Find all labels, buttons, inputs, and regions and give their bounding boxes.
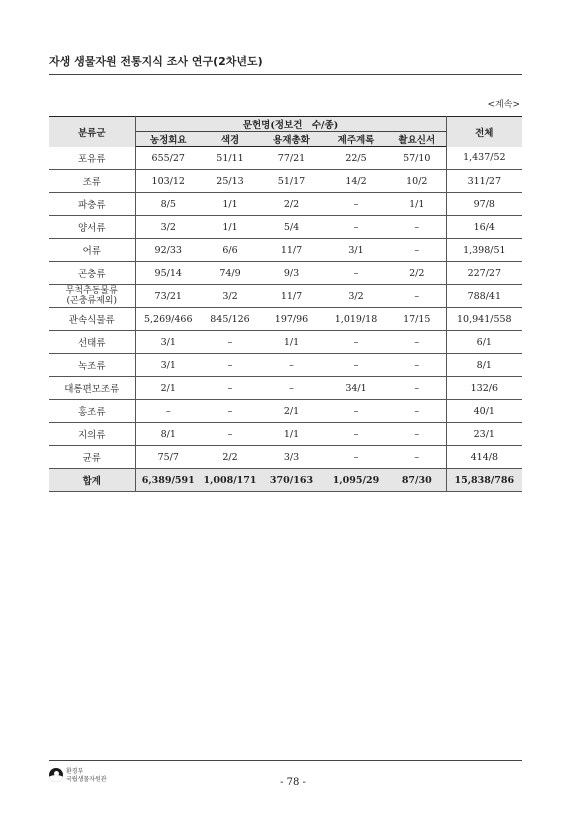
header-source-3: 용재총화 bbox=[259, 132, 324, 147]
cell-source-3: 5/4 bbox=[259, 216, 324, 239]
row-category bbox=[49, 446, 135, 469]
cell-total: 788/41 bbox=[446, 285, 522, 308]
table-row bbox=[49, 170, 522, 193]
cell-source-4: – bbox=[324, 354, 388, 377]
cell-source-3: 11/7 bbox=[259, 285, 324, 308]
continued-label: <계속> bbox=[487, 100, 520, 110]
cell-source-5: – bbox=[388, 400, 446, 423]
cell-source-2: – bbox=[201, 377, 259, 400]
cell-source-4: – bbox=[324, 423, 388, 446]
table-row bbox=[49, 147, 522, 170]
cell-source-4: – bbox=[324, 446, 388, 469]
row-category-label: 균류 bbox=[82, 453, 101, 464]
cell-source-5: – bbox=[388, 216, 446, 239]
cell-source-2: 25/13 bbox=[201, 170, 259, 193]
cell-source-4: 1,019/18 bbox=[324, 308, 388, 331]
row-category-label: 포유류 bbox=[77, 153, 106, 165]
cell-source-2: – bbox=[201, 400, 259, 423]
cell-source-2: 51/11 bbox=[201, 147, 259, 170]
cell-total: 40/1 bbox=[446, 400, 522, 423]
cell-total: 414/8 bbox=[446, 446, 522, 469]
row-category bbox=[49, 423, 135, 446]
cell-source-5: – bbox=[388, 377, 446, 400]
cell-source-5: 10/2 bbox=[388, 170, 446, 193]
row-category-label: 홍조류 bbox=[77, 407, 106, 418]
cell-source-5: 17/15 bbox=[388, 308, 446, 331]
cell-source-3: 1/1 bbox=[259, 331, 324, 354]
header-source-5: 촬요신서 bbox=[388, 132, 446, 147]
row-category-label: 곤충류 bbox=[77, 269, 106, 280]
cell-source-5: 57/10 bbox=[388, 147, 446, 170]
row-category bbox=[49, 377, 135, 400]
row-category-label: 관속식물류 bbox=[68, 315, 115, 326]
row-category-label: 무척추동물류 bbox=[65, 286, 118, 296]
header-source-2: 색경 bbox=[201, 132, 259, 147]
row-category bbox=[49, 308, 135, 331]
summary-source-3: 370/163 bbox=[259, 469, 324, 492]
header-total: 전체 bbox=[446, 117, 522, 147]
cell-source-2: 845/126 bbox=[201, 308, 259, 331]
cell-source-2: 1/1 bbox=[201, 216, 259, 239]
cell-source-4: – bbox=[324, 193, 388, 216]
cell-source-1: 3/2 bbox=[135, 216, 201, 239]
cell-source-2: 6/6 bbox=[201, 239, 259, 262]
cell-source-4: 22/5 bbox=[324, 147, 388, 170]
cell-source-1: 655/27 bbox=[135, 147, 201, 170]
cell-source-5: – bbox=[388, 285, 446, 308]
table-row bbox=[49, 262, 522, 285]
row-category bbox=[49, 239, 135, 262]
cell-total: 10,941/558 bbox=[446, 308, 522, 331]
cell-source-2: – bbox=[201, 331, 259, 354]
row-category-label: 어류 bbox=[82, 246, 101, 257]
header-divider bbox=[49, 74, 522, 75]
row-category-label: 대롱편모조류 bbox=[64, 384, 120, 395]
row-category bbox=[49, 147, 135, 170]
cell-source-1: 8/5 bbox=[135, 193, 201, 216]
row-category bbox=[49, 216, 135, 239]
header-source-1: 농정회요 bbox=[135, 132, 201, 147]
table-row bbox=[49, 446, 522, 469]
cell-source-3: – bbox=[259, 377, 324, 400]
row-category bbox=[49, 331, 135, 354]
cell-total: 1,437/52 bbox=[446, 147, 522, 170]
cell-total: 16/4 bbox=[446, 216, 522, 239]
table-row bbox=[49, 216, 522, 239]
header-source-4: 제주계록 bbox=[324, 132, 388, 147]
row-category bbox=[49, 170, 135, 193]
cell-source-1: 3/1 bbox=[135, 331, 201, 354]
cell-source-1: 5,269/466 bbox=[135, 308, 201, 331]
summary-source-1: 6,389/591 bbox=[135, 469, 201, 492]
cell-source-4: 3/1 bbox=[324, 239, 388, 262]
cell-source-3: 2/1 bbox=[259, 400, 324, 423]
row-category-label: 선태류 bbox=[77, 338, 106, 349]
cell-source-2: 3/2 bbox=[201, 285, 259, 308]
data-table bbox=[49, 116, 522, 492]
row-category-label: 조류 bbox=[82, 177, 101, 188]
cell-source-2: – bbox=[201, 423, 259, 446]
cell-source-5: – bbox=[388, 354, 446, 377]
cell-total: 132/6 bbox=[446, 377, 522, 400]
cell-source-2: 2/2 bbox=[201, 446, 259, 469]
cell-source-1: 103/12 bbox=[135, 170, 201, 193]
cell-source-1: 92/33 bbox=[135, 239, 201, 262]
cell-source-3: 77/21 bbox=[259, 147, 324, 170]
row-category bbox=[49, 400, 135, 423]
table-row bbox=[49, 400, 522, 423]
cell-source-3: 2/2 bbox=[259, 193, 324, 216]
cell-total: 311/27 bbox=[446, 170, 522, 193]
table-row bbox=[49, 377, 522, 400]
cell-source-2: – bbox=[201, 354, 259, 377]
cell-source-1: 3/1 bbox=[135, 354, 201, 377]
cell-source-3: – bbox=[259, 354, 324, 377]
cell-source-1: 2/1 bbox=[135, 377, 201, 400]
table-row bbox=[49, 423, 522, 446]
cell-source-3: 1/1 bbox=[259, 423, 324, 446]
cell-source-5: – bbox=[388, 331, 446, 354]
row-category bbox=[49, 285, 135, 308]
row-category bbox=[49, 354, 135, 377]
organization-line-1: 환경부 bbox=[66, 768, 84, 775]
cell-total: 8/1 bbox=[446, 354, 522, 377]
document-header-title: 자생 생물자원 전통지식 조사 연구(2차년도) bbox=[49, 55, 263, 68]
summary-source-2: 1,008/171 bbox=[201, 469, 259, 492]
summary-source-5: 87/30 bbox=[388, 469, 446, 492]
cell-total: 97/8 bbox=[446, 193, 522, 216]
cell-source-4: 14/2 bbox=[324, 170, 388, 193]
cell-source-1: – bbox=[135, 400, 201, 423]
row-category bbox=[49, 193, 135, 216]
page-number: - 78 - bbox=[280, 777, 306, 788]
cell-source-1: 75/7 bbox=[135, 446, 201, 469]
cell-source-1: 8/1 bbox=[135, 423, 201, 446]
header-category: 분류군 bbox=[49, 117, 135, 147]
cell-source-3: 51/17 bbox=[259, 170, 324, 193]
cell-source-3: 9/3 bbox=[259, 262, 324, 285]
table-row bbox=[49, 239, 522, 262]
summary-row bbox=[49, 469, 522, 492]
cell-total: 1,398/51 bbox=[446, 239, 522, 262]
row-category-label: 지의류 bbox=[77, 430, 106, 441]
table-row bbox=[49, 285, 522, 308]
footer-divider bbox=[49, 760, 522, 761]
cell-source-1: 73/21 bbox=[135, 285, 201, 308]
cell-source-4: – bbox=[324, 262, 388, 285]
cell-total: 227/27 bbox=[446, 262, 522, 285]
organization-line-2: 국립생물자원관 bbox=[66, 776, 107, 783]
row-category bbox=[49, 262, 135, 285]
cell-source-4: – bbox=[324, 331, 388, 354]
cell-source-5: – bbox=[388, 446, 446, 469]
row-category-label: 파충류 bbox=[77, 200, 106, 211]
cell-source-4: 34/1 bbox=[324, 377, 388, 400]
row-category-sublabel: (곤충류제외) bbox=[66, 296, 117, 306]
summary-source-4: 1,095/29 bbox=[324, 469, 388, 492]
row-category-label: 양서류 bbox=[77, 223, 106, 234]
row-category-label: 녹조류 bbox=[77, 361, 106, 372]
cell-source-3: 11/7 bbox=[259, 239, 324, 262]
summary-label: 합계 bbox=[49, 469, 135, 492]
cell-source-4: – bbox=[324, 216, 388, 239]
cell-source-3: 3/3 bbox=[259, 446, 324, 469]
table-row bbox=[49, 331, 522, 354]
cell-total: 6/1 bbox=[446, 331, 522, 354]
cell-source-5: 1/1 bbox=[388, 193, 446, 216]
table-row bbox=[49, 193, 522, 216]
cell-source-2: 74/9 bbox=[201, 262, 259, 285]
cell-total: 23/1 bbox=[446, 423, 522, 446]
table-row bbox=[49, 308, 522, 331]
cell-source-5: – bbox=[388, 423, 446, 446]
cell-source-2: 1/1 bbox=[201, 193, 259, 216]
cell-source-4: – bbox=[324, 400, 388, 423]
cell-source-3: 197/96 bbox=[259, 308, 324, 331]
table-row bbox=[49, 354, 522, 377]
cell-source-4: 3/2 bbox=[324, 285, 388, 308]
cell-source-1: 95/14 bbox=[135, 262, 201, 285]
cell-source-5: 2/2 bbox=[388, 262, 446, 285]
header-source-group: 문헌명(정보건 수/종) bbox=[135, 117, 446, 132]
cell-source-5: – bbox=[388, 239, 446, 262]
summary-total: 15,838/786 bbox=[446, 469, 522, 492]
